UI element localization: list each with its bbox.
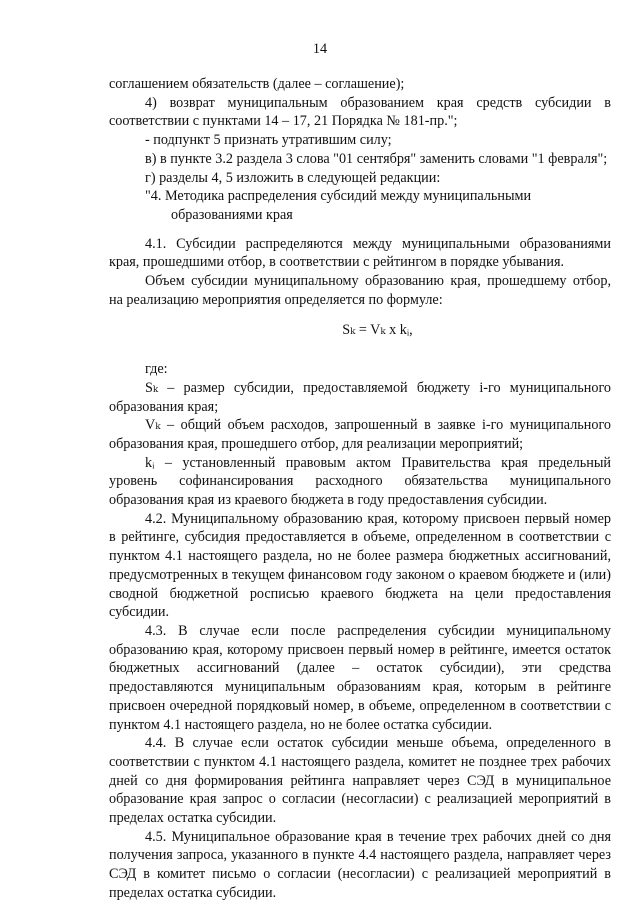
definition-v: Vₖ – общий объем расходов, запрошенный в заявке i-го муниципального образования края, прошедшего отбор, для реализации мероприятий; (109, 417, 611, 452)
text-line-agreement: соглашением обязательств (далее – соглашение); (109, 76, 405, 92)
section-4-heading-line1: "4. Методика распределения субсидий между муниципальными (145, 188, 532, 205)
paragraph-4-3: 4.3. В случае если после распределения субсидии муниципальному образованию края, которому присвоен первый номер в рейтинге, имеется остаток бюджетных ассигнований (далее – остаток субсидии), эти средства предоставляются муниципальным образованиям края, которым в рейтинге присвоен очередной порядковый номер, в объеме, определенном в соответствии с пунктом 4.1 настоящего раздела, но не более остатка субсидии. (109, 622, 611, 733)
paragraph-4-5: 4.5. Муниципальное образование края в течение трех рабочих дней со дня получения запроса, указанного в пункте 4.4 настоящего раздела, направляет через СЭД в комитет письмо о согласии (несогласии) с реализацией мероприятий в пределах остатка субсидии. (109, 828, 611, 901)
subitem-5-invalid: - подпункт 5 признать утратившим силу; (145, 132, 392, 149)
where-label: где: (145, 361, 168, 378)
section-4-heading (109, 187, 611, 224)
paragraph-4-1: 4.1. Субсидии распределяются между муниципальными образованиями края, прошедшими отбор, в соответствии с рейтингом в порядке убывания. (109, 235, 611, 271)
paragraph-4-2: 4.2. Муниципальному образованию края, которому присвоен первый номер в рейтинге, субсидия предоставляется в объеме, определенном в соответствии с пунктом 4.1 настоящего раздела, но не более размера бюджетных ассигнований, предусмотренных в текущем финансовом году законом о краевом бюджете и (или) сводной бюджетной росписью краевого бюджета на цели предоставления субсидии. (109, 510, 611, 621)
document-body (109, 75, 611, 903)
definition-s: Sₖ – размер субсидии, предоставляемой бюджету i-го муниципального образования края; (109, 379, 611, 415)
paragraph-4-4: 4.4. В случае если остаток субсидии меньше объема, определенного в соответствии с пунктом 4.1 настоящего раздела, комитет не позднее трех рабочих дней со дня формирования рейтинга направляет через СЭД в муниципальное образование края запрос о согласии (несогласии) с реализацией мероприятий в пределах остатка субсидии. (109, 735, 611, 827)
page-number: 14 (312, 41, 328, 57)
item-v-date-change: в) в пункте 3.2 раздела 3 слова "01 сентября" заменить словами "1 февраля"; (145, 150, 608, 167)
formula: Sₖ = Vₖ x kᵢ, (342, 322, 413, 339)
definition-k: kᵢ – установленный правовым актом Правительства края предельный уровень софинансирования расходного обязательства муниципального образования края из краевого бюджета в году предоставления субсидии. (109, 454, 611, 509)
paragraph-volume: Объем субсидии муниципальному образованию края, прошедшему отбор, на реализацию мероприятия определяется по формуле: (109, 273, 611, 308)
section-4-heading-line2: образованиями края (171, 206, 293, 223)
item-4-refund: 4) возврат муниципальным образованием края средств субсидии в соответствии с пунктами 14 – 17, 21 Порядка № 181-пр."; (109, 94, 611, 130)
item-g-sections: г) разделы 4, 5 изложить в следующей редакции: (145, 169, 441, 186)
